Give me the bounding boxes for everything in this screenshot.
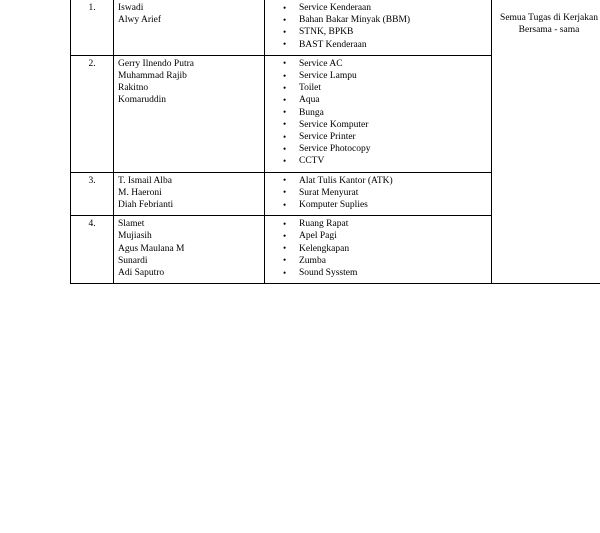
merged-note-cell [492, 0, 600, 284]
list-item: • Service Komputer [283, 119, 487, 131]
list-item: • Service Printer [283, 131, 487, 143]
task-list [269, 2, 487, 51]
list-item: • Kelengkapan [283, 243, 487, 255]
list-item: • Komputer Suplies [283, 199, 487, 211]
row-tasks [265, 55, 492, 172]
task-list [269, 58, 487, 168]
row-number: 4. [71, 216, 114, 284]
row-tasks [265, 216, 492, 284]
assignment-table [70, 0, 600, 284]
list-item: • STNK, BPKB [283, 26, 487, 38]
list-item: • Sound Sysstem [283, 267, 487, 279]
name-list [118, 175, 260, 212]
list-item: Mujiasih [118, 231, 152, 242]
list-item: T. Ismail Alba [118, 175, 172, 186]
list-item: Iswadi [118, 3, 144, 13]
row-names [114, 172, 265, 216]
list-item: Slamet [118, 219, 145, 230]
list-item: • CCTV [283, 155, 487, 167]
list-item: Sunardi [118, 255, 148, 266]
list-item: Diah Febrianti [118, 200, 174, 211]
row-names [114, 0, 265, 55]
table-row [71, 0, 600, 55]
list-item: Komaruddin [118, 95, 167, 106]
list-item: • Service Photocopy [283, 143, 487, 155]
list-item: • BAST Kenderaan [283, 39, 487, 51]
row-tasks [265, 0, 492, 55]
list-item: • Service Kenderaan [283, 2, 487, 14]
list-item: • Alat Tulis Kantor (ATK) [283, 175, 487, 187]
name-list [118, 2, 260, 26]
list-item: • Surat Menyurat [283, 187, 487, 199]
task-list [269, 175, 487, 212]
row-names [114, 216, 265, 284]
task-list [269, 218, 487, 279]
list-item: Gerry Ilnendo Putra [118, 58, 194, 69]
list-item: • Service Lampu [283, 70, 487, 82]
list-item: • Bahan Bakar Minyak (BBM) [283, 14, 487, 26]
list-item: • Zumba [283, 255, 487, 267]
row-number: 3. [71, 172, 114, 216]
row-number: 1. [71, 0, 114, 55]
list-item: • Aqua [283, 94, 487, 106]
list-item: • Apel Pagi [283, 230, 487, 242]
list-item: Adi Saputro [118, 268, 165, 279]
list-item: Agus Maulana M [118, 243, 185, 254]
merged-note-text: Semua Tugas di Kerjakan Bersama - sama [500, 13, 598, 36]
list-item: Alwy Arief [118, 15, 162, 26]
row-names [114, 55, 265, 172]
list-item: Rakitno [118, 83, 149, 94]
list-item: • Bunga [283, 107, 487, 119]
row-tasks [265, 172, 492, 216]
list-item: • Service AC [283, 58, 487, 70]
row-number: 2. [71, 55, 114, 172]
name-list [118, 58, 260, 107]
list-item: • Ruang Rapat [283, 218, 487, 230]
list-item: M. Haeroni [118, 187, 162, 198]
name-list [118, 218, 260, 279]
list-item: Muhammad Rajib [118, 71, 187, 82]
list-item: • Toilet [283, 82, 487, 94]
